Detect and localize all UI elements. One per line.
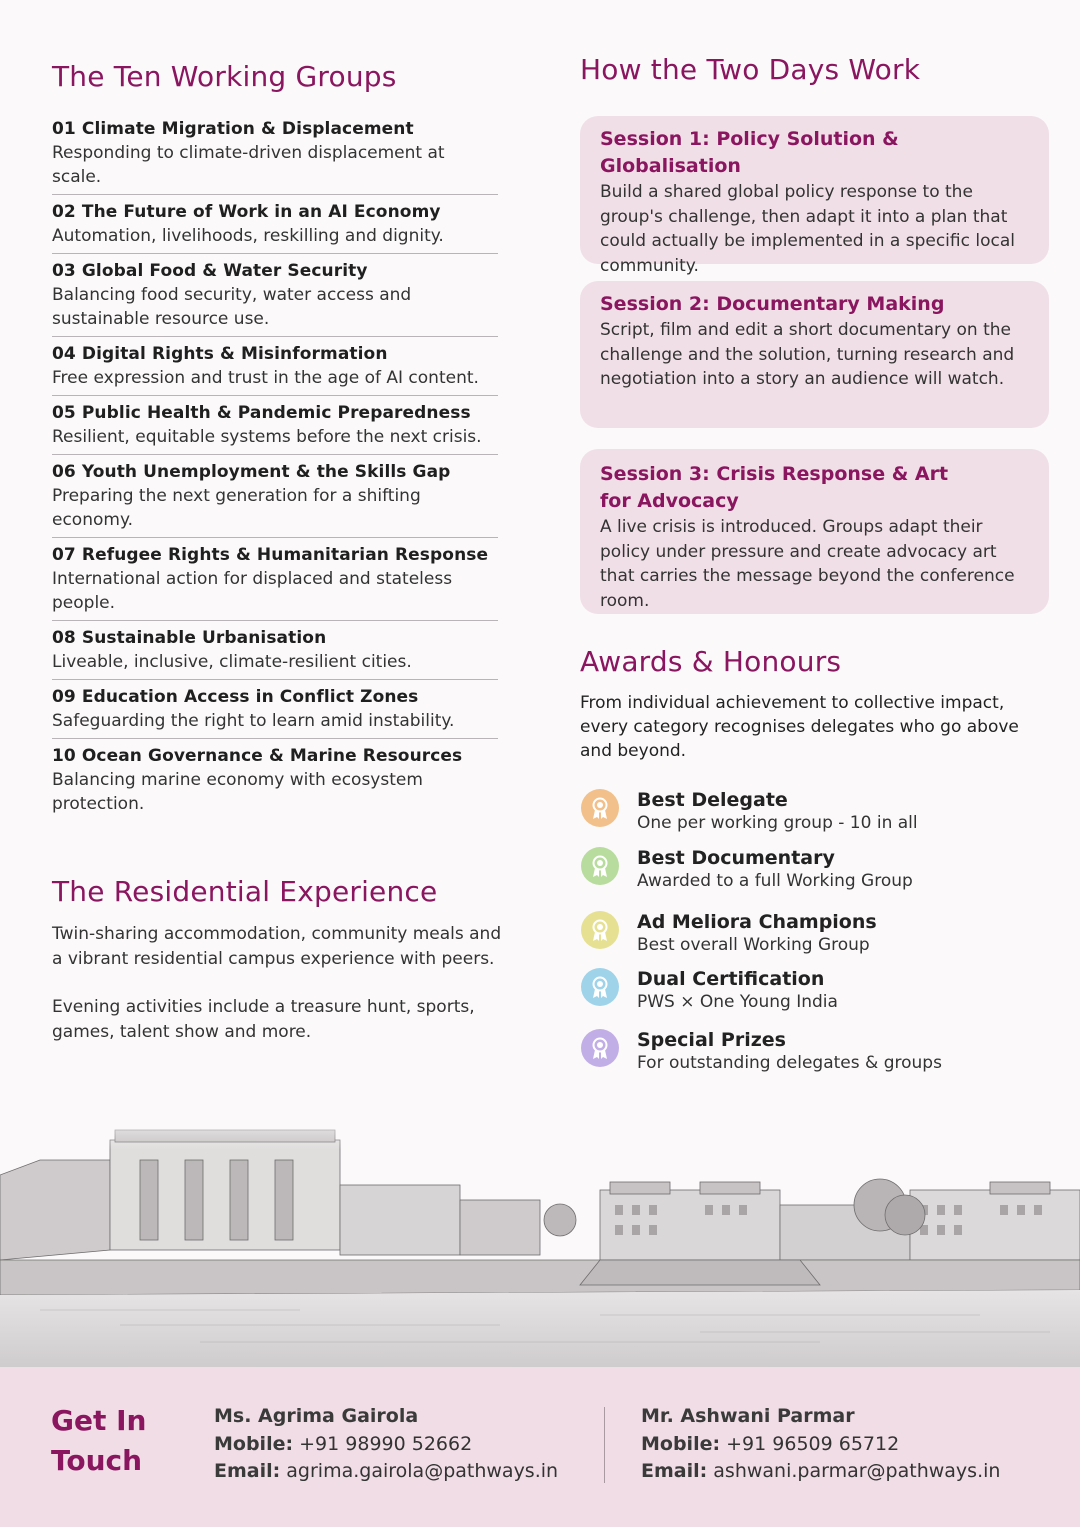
award-title: Special Prizes [637, 1029, 786, 1051]
residential-heading: The Residential Experience [52, 875, 438, 908]
list-item [52, 401, 498, 455]
contact-email [641, 1458, 1000, 1486]
working-group-title: 09 Education Access in Conflict Zones [52, 687, 419, 707]
contact-email [214, 1458, 558, 1486]
session-desc: A live crisis is introduced. Groups adapt their policy under pressure and create advocacy art that carries the message beyond the conference room. [600, 517, 1015, 611]
award-item [580, 967, 1040, 1017]
list-item [52, 685, 498, 739]
campus-illustration [0, 1110, 1080, 1368]
working-group-title: 07 Refugee Rights & Humanitarian Response [52, 545, 489, 565]
footer-divider [604, 1407, 605, 1483]
contact-name: Ms. Agrima Gairola [214, 1405, 419, 1427]
email-label: Email: [641, 1460, 708, 1482]
working-group-desc: Preparing the next generation for a shifting economy. [52, 486, 421, 530]
email-address[interactable]: agrima.gairola@pathways.in [286, 1460, 559, 1482]
two-days-heading: How the Two Days Work [580, 53, 921, 86]
contact-card [214, 1403, 558, 1486]
list-item [52, 543, 498, 621]
list-item [52, 259, 498, 337]
session-title: Session 1: Policy Solution & Globalisation [600, 128, 899, 177]
session-card [580, 116, 1049, 276]
award-desc: For outstanding delegates & groups [637, 1053, 942, 1073]
session-desc: Build a shared global policy response to the group's challenge, then adapt it into a plan that could actually be implemented in a specific local community. [600, 182, 1015, 276]
residential-paragraph: Twin-sharing accommodation, community meals and a vibrant residential campus experience with peers. [52, 924, 502, 969]
session-card [580, 449, 1049, 614]
footer-heading: Get In Touch [51, 1404, 147, 1477]
working-group-desc: Resilient, equitable systems before the next crisis. [52, 427, 482, 447]
working-groups-list [52, 117, 498, 826]
working-group-desc: Safeguarding the right to learn amid instability. [52, 711, 455, 731]
email-label: Email: [214, 1460, 281, 1482]
working-groups-heading: The Ten Working Groups [52, 60, 397, 93]
list-item [52, 626, 498, 680]
residential-text [52, 922, 512, 1068]
working-group-title: 03 Global Food & Water Security [52, 261, 368, 281]
list-item [52, 744, 498, 821]
session-card [580, 281, 1049, 428]
working-group-title: 06 Youth Unemployment & the Skills Gap [52, 462, 451, 482]
working-group-desc: Automation, livelihoods, reskilling and dignity. [52, 226, 444, 246]
contact-name: Mr. Ashwani Parmar [641, 1405, 855, 1427]
list-item [52, 342, 498, 396]
working-group-desc: Liveable, inclusive, climate-resilient cities. [52, 652, 412, 672]
session-title: Session 2: Documentary Making [600, 293, 945, 315]
mobile-number[interactable]: +91 98990 52662 [299, 1432, 473, 1455]
mobile-number[interactable]: +91 96509 65712 [726, 1432, 900, 1455]
award-ribbon-icon [580, 788, 620, 828]
working-group-desc: International action for displaced and stateless people. [52, 569, 453, 613]
working-group-desc: Balancing marine economy with ecosystem protection. [52, 770, 423, 814]
award-ribbon-icon [580, 967, 620, 1007]
mobile-label: Mobile: [641, 1432, 721, 1455]
award-desc: PWS × One Young India [637, 992, 838, 1012]
session-desc: Script, film and edit a short documentary on the challenge and the solution, turning research and negotiation into a story an audience will watch. [600, 320, 1015, 389]
award-title: Ad Meliora Champions [637, 911, 877, 933]
working-group-title: 01 Climate Migration & Displacement [52, 119, 414, 139]
working-group-desc: Balancing food security, water access and sustainable resource use. [52, 285, 412, 329]
working-group-title: 02 The Future of Work in an AI Economy [52, 202, 441, 222]
mobile-label: Mobile: [214, 1432, 294, 1455]
session-title: Session 3: Crisis Response & Art for Advocacy [600, 463, 949, 512]
award-item [580, 788, 1040, 838]
working-group-title: 10 Ocean Governance & Marine Resources [52, 746, 463, 766]
award-desc: Awarded to a full Working Group [637, 871, 913, 891]
contact-mobile [214, 1431, 558, 1459]
awards-heading: Awards & Honours [580, 645, 842, 678]
working-group-title: 04 Digital Rights & Misinformation [52, 344, 388, 364]
award-title: Dual Certification [637, 968, 825, 990]
award-ribbon-icon [580, 1028, 620, 1068]
email-address[interactable]: ashwani.parmar@pathways.in [713, 1460, 1001, 1482]
award-title: Best Delegate [637, 789, 788, 811]
award-ribbon-icon [580, 846, 620, 886]
residential-paragraph: Evening activities include a treasure hunt, sports, games, talent show and more. [52, 997, 475, 1042]
award-title: Best Documentary [637, 847, 835, 869]
working-group-desc: Free expression and trust in the age of AI content. [52, 368, 479, 388]
working-group-desc: Responding to climate-driven displacement at scale. [52, 143, 445, 187]
list-item [52, 200, 498, 254]
list-item [52, 117, 498, 195]
award-desc: One per working group - 10 in all [637, 813, 918, 833]
award-item [580, 910, 1040, 960]
award-ribbon-icon [580, 910, 620, 950]
contact-mobile [641, 1431, 1000, 1459]
contact-card [641, 1403, 1000, 1486]
award-desc: Best overall Working Group [637, 935, 870, 955]
awards-intro: From individual achievement to collective impact, every category recognises delegates who go above and beyond. [580, 693, 1019, 761]
award-item [580, 1028, 1040, 1078]
working-group-title: 08 Sustainable Urbanisation [52, 628, 327, 648]
award-item [580, 846, 1040, 896]
list-item [52, 460, 498, 538]
working-group-title: 05 Public Health & Pandemic Preparedness [52, 403, 471, 423]
footer [0, 1367, 1080, 1527]
